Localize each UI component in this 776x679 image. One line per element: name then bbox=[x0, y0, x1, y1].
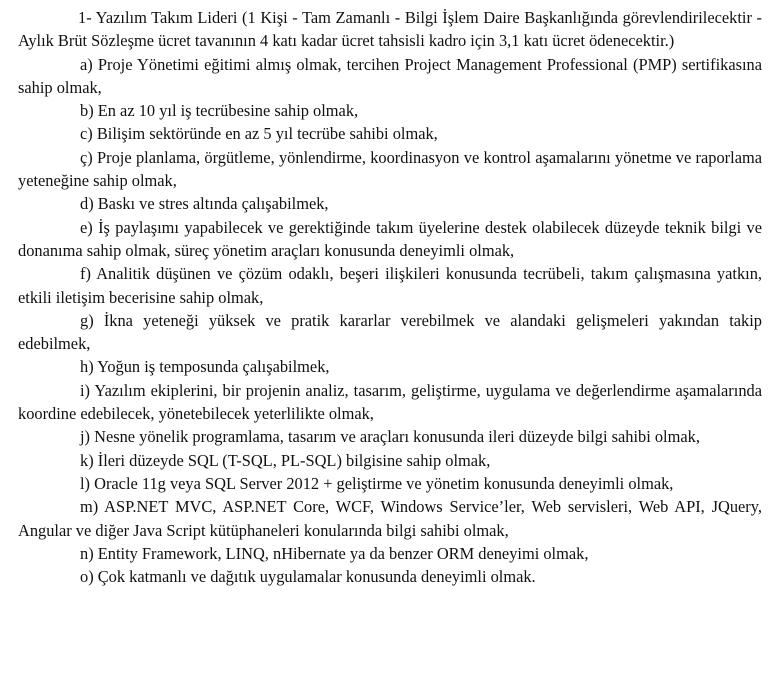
requirement-c: c) Bilişim sektöründe en az 5 yıl tecrübe sahibi olmak, bbox=[80, 124, 438, 144]
requirement-k: k) İleri düzeyde SQL (T-SQL, PL-SQL) bilgisine sahip olmak, bbox=[80, 450, 491, 470]
requirement-n: n) Entity Framework, LINQ, nHibernate ya da benzer ORM deneyimi olmak, bbox=[80, 543, 589, 563]
requirement-j: j) Nesne yönelik programlama, tasarım ve araçları konusunda ileri düzeyde bilgi sahibi olmak, bbox=[80, 427, 700, 447]
position-heading: 1- Yazılım Takım Lideri (1 Kişi - Tam Zamanlı - Bilgi İşlem Daire Başkanlığında görevlendirilecektir - Aylık Brüt Sözleşme ücret tavanının 4 katı kadar ücret tahsisli kadro için 3,1 katı ücret ödenecektir.) bbox=[18, 8, 762, 51]
requirement-b: b) En az 10 yıl iş tecrübesine sahip olmak, bbox=[80, 101, 359, 121]
requirement-i: i) Yazılım ekiplerini, bir projenin analiz, tasarım, geliştirme, uygulama ve değerlendirme aşamalarında koordine edebilecek, yönetebilecek yeterlilikte olmak, bbox=[18, 380, 762, 424]
requirement-a: a) Proje Yönetimi eğitimi almış olmak, tercihen Project Management Professional (PMP) sertifikasına sahip olmak, bbox=[18, 54, 762, 97]
requirement-d: d) Baskı ve stres altında çalışabilmek, bbox=[80, 194, 329, 214]
requirement-cc: ç) Proje planlama, örgütleme, yönlendirme, koordinasyon ve kontrol aşamalarını yönetme ve raporlama yeteneğine sahip olmak, bbox=[18, 147, 762, 191]
requirement-l: l) Oracle 11g veya SQL Server 2012 + geliştirme ve yönetim konusunda deneyimli olmak, bbox=[80, 473, 674, 493]
requirement-h: h) Yoğun iş temposunda çalışabilmek, bbox=[80, 357, 330, 377]
requirement-g: g) İkna yeteneği yüksek ve pratik kararlar verebilmek ve alandaki gelişmeleri yakından takip edebilmek, bbox=[18, 310, 762, 354]
requirement-e: e) İş paylaşımı yapabilecek ve gerektiğinde takım üyelerine destek olabilecek düzeyde teknik bilgi ve donanıma sahip olmak, süreç yönetim araçları konusunda deneyimli olmak, bbox=[18, 217, 762, 260]
requirement-m: m) ASP.NET MVC, ASP.NET Core, WCF, Windows Service’ler, Web servisleri, Web API, JQuery, Angular ve diğer Java Script kütüphaneleri konularında bilgi sahibi olmak, bbox=[18, 497, 762, 540]
requirement-f: f) Analitik düşünen ve çözüm odaklı, beşeri ilişkileri konusunda tecrübeli, takım çalışmasına yatkın, etkili iletişim becerisine sahip olmak, bbox=[18, 264, 762, 307]
requirement-o: o) Çok katmanlı ve dağıtık uygulamalar konusunda deneyimli olmak. bbox=[80, 567, 536, 587]
